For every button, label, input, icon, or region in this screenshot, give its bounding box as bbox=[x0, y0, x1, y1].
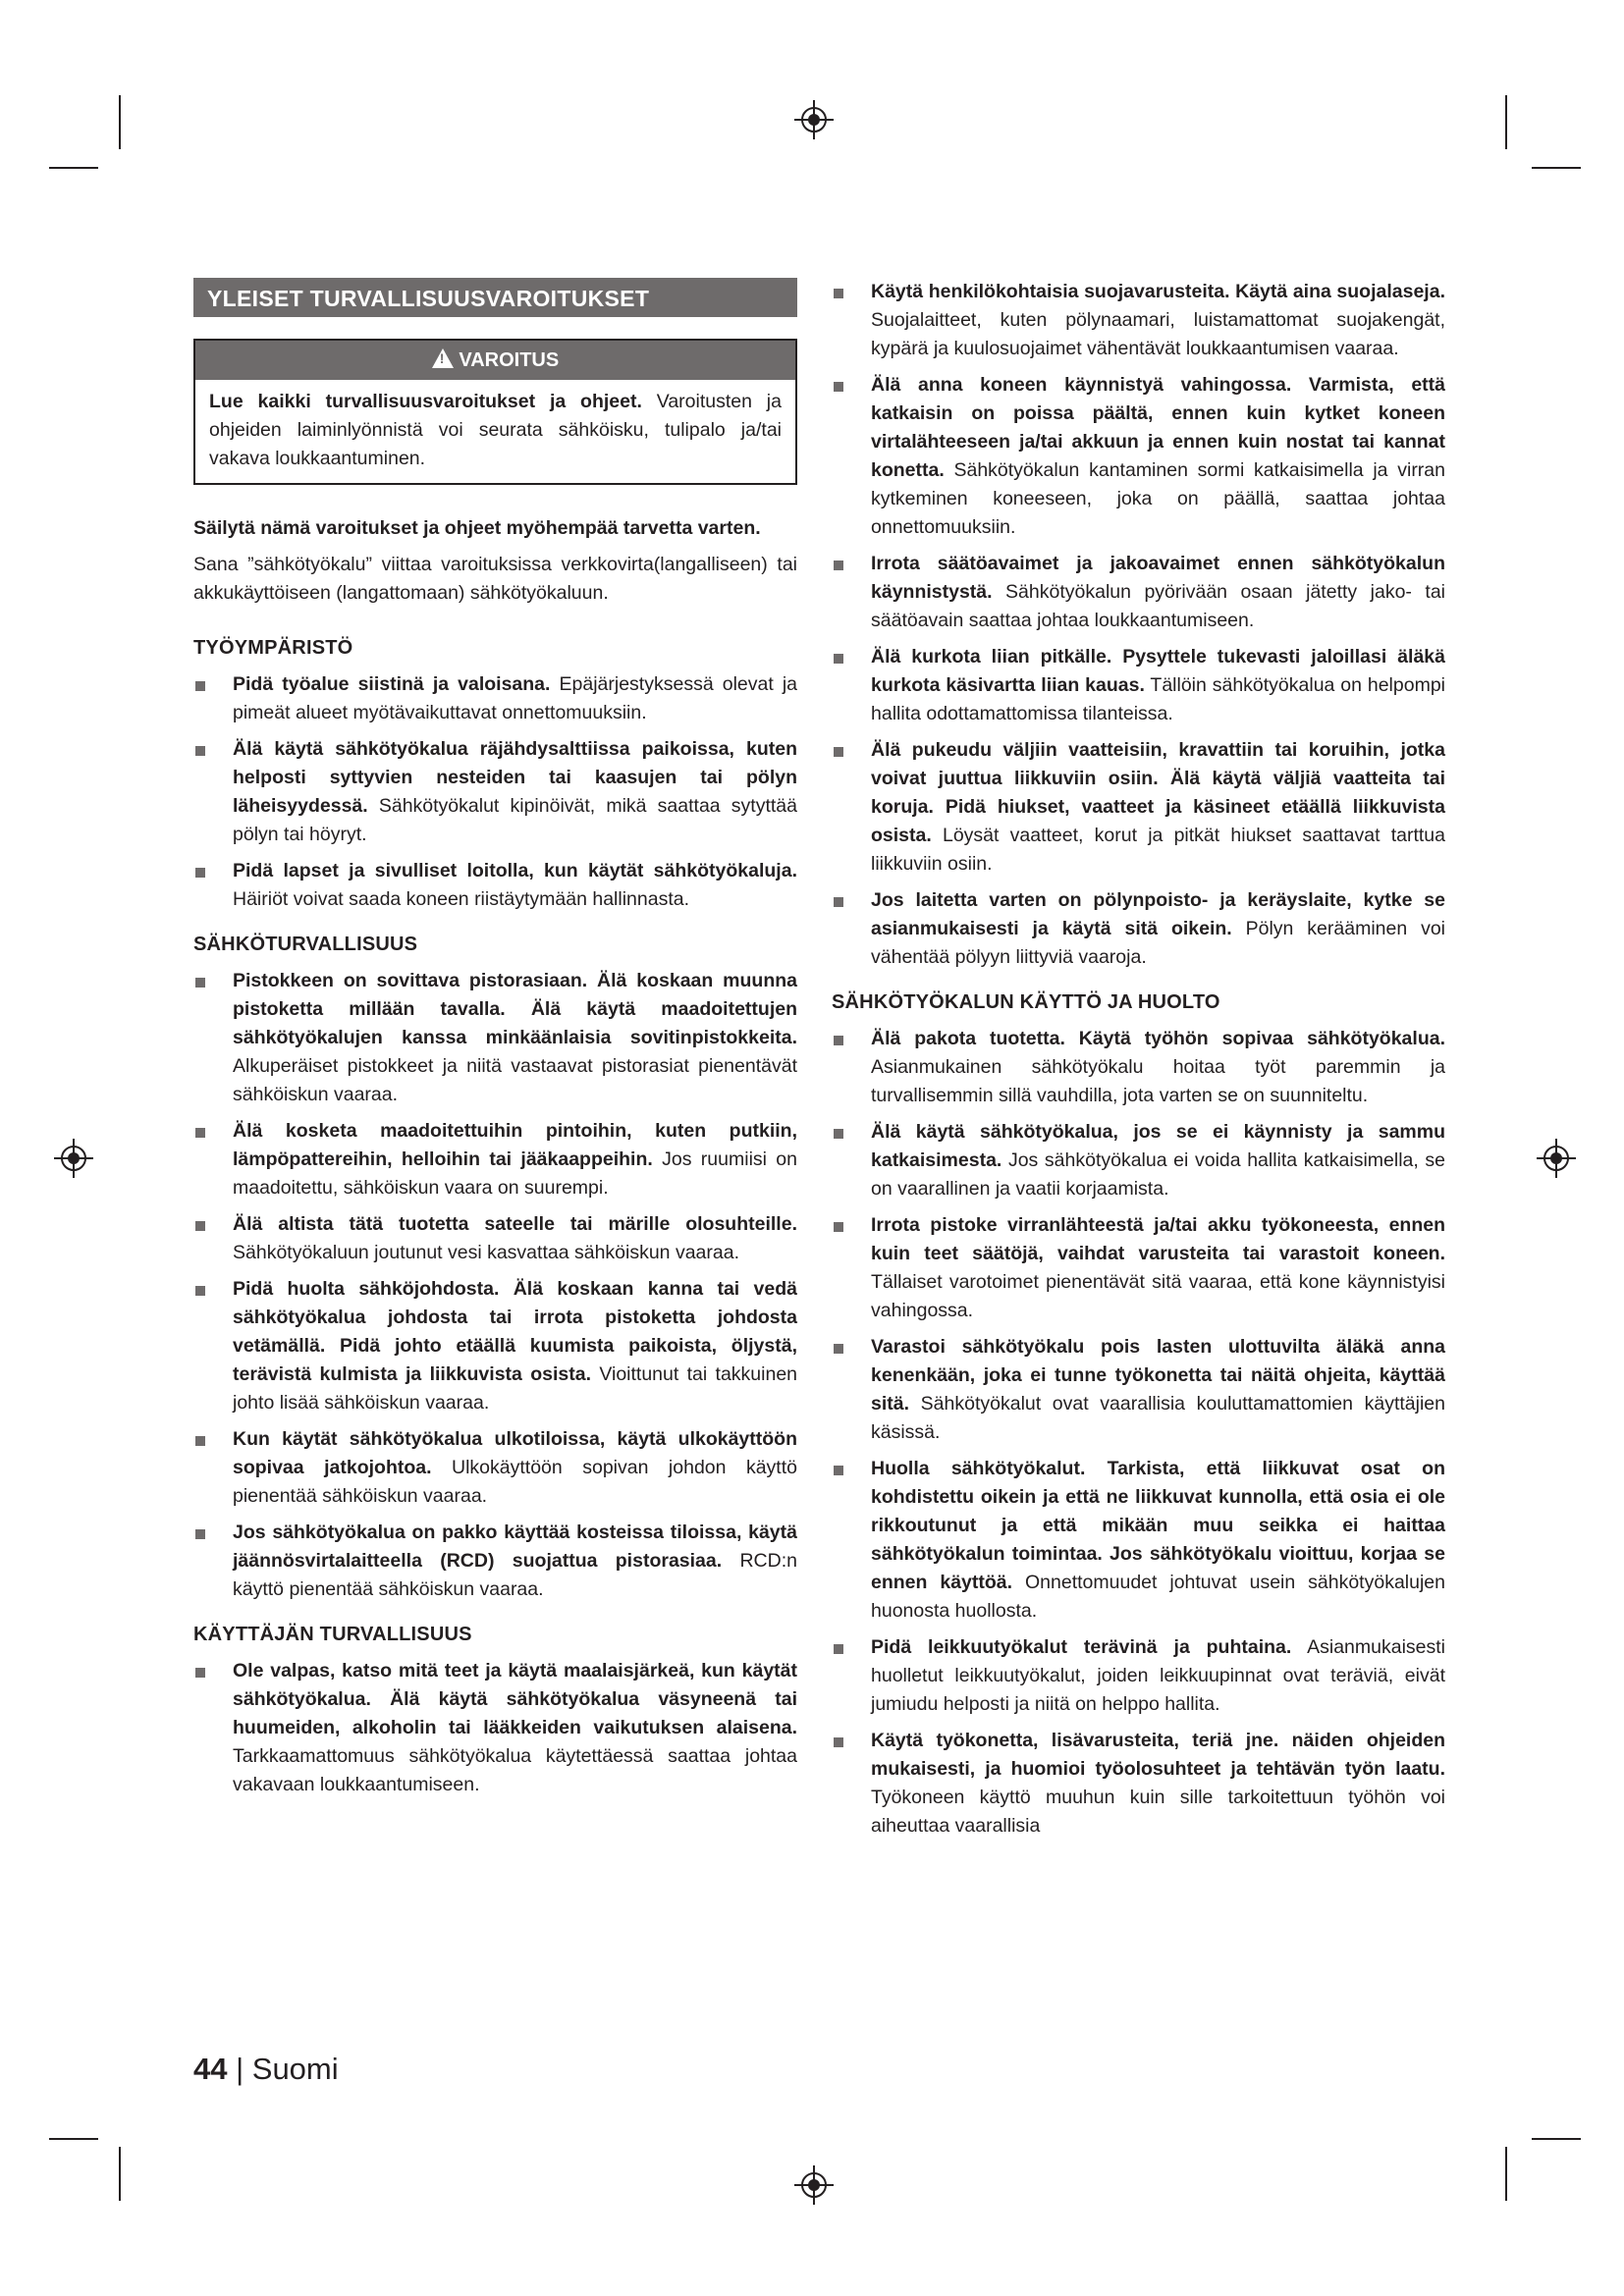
item-text: Epäjärjestyksessä olevat ja pimeät alueet myötävaikuttavat onnettomuuksiin. bbox=[233, 673, 797, 723]
list-item bbox=[832, 371, 1445, 542]
item-text: Suojalaitteet, kuten pölynaamari, luistamattomat suojakengät, kypärä ja kuulosuojaimet vähentävät loukkaantumisen vaaraa. bbox=[871, 309, 1445, 359]
list-item bbox=[193, 1657, 797, 1799]
left-column bbox=[193, 278, 797, 1817]
bullet-list bbox=[832, 278, 1445, 972]
list-item bbox=[832, 1118, 1445, 1203]
keep-instructions: Säilytä nämä varoitukset ja ohjeet myöhempää tarvetta varten. bbox=[193, 517, 761, 539]
crop-mark bbox=[49, 167, 98, 169]
bullet-list bbox=[193, 670, 797, 914]
warning-header bbox=[195, 341, 795, 380]
list-item bbox=[832, 278, 1445, 363]
page-number: 44 bbox=[193, 2052, 228, 2086]
section-banner: YLEISET TURVALLISUUSVAROITUKSET bbox=[193, 278, 797, 317]
intro-paragraph: Sana ”sähkötyökalu” viittaa varoituksissa verkkovirta(langalliseen) tai akkukäyttöiseen (langattomaan) sähkötyökaluun. bbox=[193, 554, 797, 604]
item-bold: Pidä lapset ja sivulliset loitolla, kun käytät sähkötyökaluja. bbox=[233, 860, 797, 881]
item-text: Sähkötyökalut kipinöivät, mikä saattaa sytyttää pölyn tai höyryt. bbox=[233, 795, 797, 845]
crop-mark bbox=[1505, 2147, 1507, 2201]
item-text: Asianmukaisesti huolletut leikkuutyökalut, joiden leikkuupinnat ovat teräviä, eivät jumiudu helposti ja niitä on helppo hallita. bbox=[871, 1636, 1446, 1715]
item-bold: Älä altista tätä tuotetta sateelle tai märille olosuhteille. bbox=[233, 1213, 797, 1235]
item-text: Onnettomuudet johtuvat usein sähkötyökalujen huonosta huollosta. bbox=[871, 1572, 1445, 1622]
crop-mark bbox=[1532, 2138, 1581, 2140]
footer-separator: | bbox=[227, 2052, 252, 2086]
list-item bbox=[832, 736, 1445, 879]
list-item bbox=[193, 1210, 797, 1267]
item-text: Jos sähkötyökalua ei voida hallita katkaisimella, se on vaarallinen ja vaatii korjaamista. bbox=[871, 1149, 1445, 1200]
crop-mark bbox=[119, 2147, 121, 2201]
registration-mark-icon bbox=[1537, 1139, 1576, 1178]
item-text: Asianmukainen sähkötyökalu hoitaa työt paremmin ja turvallisemmin sillä vauhdilla, jota varten se on suunniteltu. bbox=[871, 1056, 1445, 1106]
item-bold: Käytä henkilökohtaisia suojavarusteita. Käytä aina suojalaseja. bbox=[871, 281, 1445, 302]
warning-label: VAROITUS bbox=[459, 349, 560, 371]
item-bold: Huolla sähkötyökalut. Tarkista, että liikkuvat osat on kohdistettu oikein ja että ne liikkuvat kunnolla, että osia ei ole rikkoutunut ja että mikään muu seikka ei haittaa sähkötyökalun toimintaa. Jos sähkötyökalu vioittuu, korjaa se ennen käyttöä. bbox=[871, 1458, 1445, 1593]
crop-mark bbox=[1532, 167, 1581, 169]
item-bold: Pidä leikkuutyökalut terävinä ja puhtaina. bbox=[871, 1636, 1292, 1658]
right-column bbox=[832, 278, 1445, 1858]
registration-mark-icon bbox=[794, 2165, 834, 2205]
section-heading: SÄHKÖTYÖKALUN KÄYTTÖ JA HUOLTO bbox=[832, 991, 1220, 1013]
item-text: Tällaiset varotoimet pienentävät sitä vaaraa, että kone käynnistyisi vahingossa. bbox=[871, 1271, 1445, 1321]
section-heading: KÄYTTÄJÄN TURVALLISUUS bbox=[193, 1624, 472, 1645]
item-text: Vioittunut tai takkuinen johto lisää sähköiskun vaaraa. bbox=[233, 1363, 798, 1414]
list-item bbox=[193, 1275, 797, 1417]
bullet-list bbox=[193, 1657, 797, 1799]
warning-text: Varoitusten ja ohjeiden laiminlyönnistä voi seurata sähköisku, tulipalo ja/tai vakava loukkaantuminen. bbox=[209, 391, 782, 469]
list-item bbox=[832, 1211, 1445, 1325]
list-item bbox=[193, 735, 797, 849]
list-item bbox=[193, 670, 797, 727]
item-text: Ulkokäyttöön sopivan johdon käyttö pienentää sähköiskun vaaraa. bbox=[233, 1457, 797, 1507]
list-item bbox=[832, 1727, 1445, 1841]
crop-mark bbox=[119, 95, 121, 149]
item-bold: Irrota säätöavaimet ja jakoavaimet ennen sähkötyökalun käynnistystä. bbox=[871, 553, 1445, 603]
item-bold: Älä kosketa maadoitettuihin pintoihin, kuten putkiin, lämpöpattereihin, helloihin tai jääkaappeihin. bbox=[233, 1120, 797, 1170]
item-text: Tarkkaamattomuus sähkötyökalua käytettäessä saattaa johtaa vakavaan loukkaantumiseen. bbox=[233, 1745, 797, 1795]
item-text: Jos ruumiisi on maadoitettu, sähköiskun vaara on suurempi. bbox=[233, 1148, 797, 1199]
list-item bbox=[832, 1455, 1445, 1626]
list-item bbox=[832, 1333, 1445, 1447]
item-bold: Älä pukeudu väljiin vaatteisiin, kravattiin tai koruihin, jotka voivat juuttua liikkuviin osiin. Älä käytä väljiä vaatteita tai koruja. Pidä hiukset, vaatteet ja käsineet etäällä liikkuvista osista. bbox=[871, 739, 1445, 846]
item-bold: Älä käytä sähkötyökalua, jos se ei käynnisty ja sammu katkaisimesta. bbox=[871, 1121, 1445, 1171]
section-heading: TYÖYMPÄRISTÖ bbox=[193, 637, 353, 659]
item-text: Alkuperäiset pistokkeet ja niitä vastaavat pistorasiat pienentävät sähköiskun vaaraa. bbox=[233, 1055, 797, 1105]
item-text: Sähkötyökaluun joutunut vesi kasvattaa sähköiskun vaaraa. bbox=[233, 1242, 739, 1263]
item-text: Sähkötyökalun kantaminen sormi katkaisimella ja virran kytkeminen koneeseen, joka on päällä, saattaa johtaa onnettomuuksiin. bbox=[871, 459, 1445, 538]
list-item bbox=[193, 967, 797, 1109]
warning-box bbox=[193, 339, 797, 485]
item-bold: Käytä työkonetta, lisävarusteita, teriä jne. näiden ohjeiden mukaisesti, ja huomioi työolosuhteet ja tehtävän työn laatu. bbox=[871, 1730, 1445, 1780]
item-bold: Pidä huolta sähköjohdosta. Älä koskaan kanna tai vedä sähkötyökalua johdosta tai irrota pistoketta johdosta vetämällä. Pidä johto etäällä kuumista paikoista, öljystä, terävistä kulmista ja liikkuvista osista. bbox=[233, 1278, 797, 1385]
warning-triangle-icon bbox=[432, 348, 454, 368]
item-text: RCD:n käyttö pienentää sähköiskun vaaraa. bbox=[233, 1550, 797, 1600]
item-bold: Älä käytä sähkötyökalua räjähdysalttiissa paikoissa, kuten helposti syttyvien nesteiden tai kaasujen tai pölyn läheisyydessä. bbox=[233, 738, 797, 817]
item-text: Löysät vaatteet, korut ja pitkät hiukset saattavat tarttua liikkuviin osiin. bbox=[871, 825, 1445, 875]
list-item bbox=[832, 550, 1445, 635]
item-text: Sähkötyökalut ovat vaarallisia kouluttamattomien käyttäjien käsissä. bbox=[871, 1393, 1445, 1443]
item-bold: Ole valpas, katso mitä teet ja käytä maalaisjärkeä, kun käytät sähkötyökalua. Älä käytä sähkötyökalua väsyneenä tai huumeiden, alkoholin tai lääkkeiden vaikutuksen alaisena. bbox=[233, 1660, 797, 1738]
list-item bbox=[193, 1117, 797, 1202]
registration-mark-icon bbox=[794, 100, 834, 139]
item-bold: Pistokkeen on sovittava pistorasiaan. Älä koskaan muunna pistoketta millään tavalla. Älä käytä maadoitettujen sähkötyökalujen kanssa minkäänlaisia sovitinpistokkeita. bbox=[233, 970, 797, 1048]
item-text: Häiriöt voivat saada koneen riistäytymään hallinnasta. bbox=[233, 888, 690, 910]
list-item bbox=[193, 1519, 797, 1604]
bullet-list bbox=[832, 1025, 1445, 1841]
item-bold: Varastoi sähkötyökalu pois lasten ulottuvilta äläkä anna kenenkään, joka ei tunne työkonetta tai näitä ohjeita, käyttää sitä. bbox=[871, 1336, 1445, 1415]
list-item bbox=[832, 1025, 1445, 1110]
item-text: Työkoneen käyttö muuhun kuin sille tarkoitettuun työhön voi aiheuttaa vaarallisia bbox=[871, 1787, 1445, 1837]
list-item bbox=[193, 1425, 797, 1511]
crop-mark bbox=[49, 2138, 98, 2140]
warning-body bbox=[195, 380, 795, 483]
list-item bbox=[832, 1633, 1445, 1719]
item-bold: Älä pakota tuotetta. Käytä työhön sopivaa sähkötyökalua. bbox=[871, 1028, 1445, 1049]
crop-mark bbox=[1505, 95, 1507, 149]
section-heading: SÄHKÖTURVALLISUUS bbox=[193, 934, 418, 955]
item-bold: Älä kurkota liian pitkälle. Pysyttele tukevasti jaloillasi äläkä kurkota käsivartta liian kauas. bbox=[871, 646, 1445, 696]
item-bold: Jos sähkötyökalua on pakko käyttää kosteissa tiloissa, käytä jäännösvirtalaitteella (RCD) suojattua pistorasiaa. bbox=[233, 1522, 797, 1572]
item-bold: Pidä työalue siistinä ja valoisana. bbox=[233, 673, 551, 695]
item-bold: Irrota pistoke virranlähteestä ja/tai akku työkoneesta, ennen kuin teet säätöjä, vaihdat varusteita tai varastoit koneen. bbox=[871, 1214, 1445, 1264]
item-text: Pölyn kerääminen voi vähentää pölyyn liittyviä vaaroja. bbox=[871, 918, 1445, 968]
warning-bold-text: Lue kaikki turvallisuusvaroitukset ja ohjeet. bbox=[209, 391, 642, 412]
item-bold: Kun käytät sähkötyökalua ulkotiloissa, käytä ulkokäyttöön sopivaa jatkojohtoa. bbox=[233, 1428, 797, 1478]
registration-mark-icon bbox=[54, 1139, 93, 1178]
list-item bbox=[193, 857, 797, 914]
item-text: Sähkötyökalun pyörivään osaan jätetty jako- tai säätöavain saattaa johtaa loukkaantumiseen. bbox=[871, 581, 1445, 631]
item-text: Tällöin sähkötyökalua on helpompi hallita odottamattomissa tilanteissa. bbox=[871, 674, 1445, 724]
item-bold: Älä anna koneen käynnistyä vahingossa. Varmista, että katkaisin on poissa päältä, ennen kuin kytket koneen virtalähteeseen ja/tai akkuun ja ennen kuin nostat tai kannat konetta. bbox=[871, 374, 1445, 481]
footer-language: Suomi bbox=[251, 2052, 339, 2086]
list-item bbox=[832, 643, 1445, 728]
bullet-list bbox=[193, 967, 797, 1604]
page-footer bbox=[193, 2052, 339, 2087]
list-item bbox=[832, 886, 1445, 972]
item-bold: Jos laitetta varten on pölynpoisto- ja keräyslaite, kytke se asianmukaisesti ja käytä sitä oikein. bbox=[871, 889, 1445, 939]
